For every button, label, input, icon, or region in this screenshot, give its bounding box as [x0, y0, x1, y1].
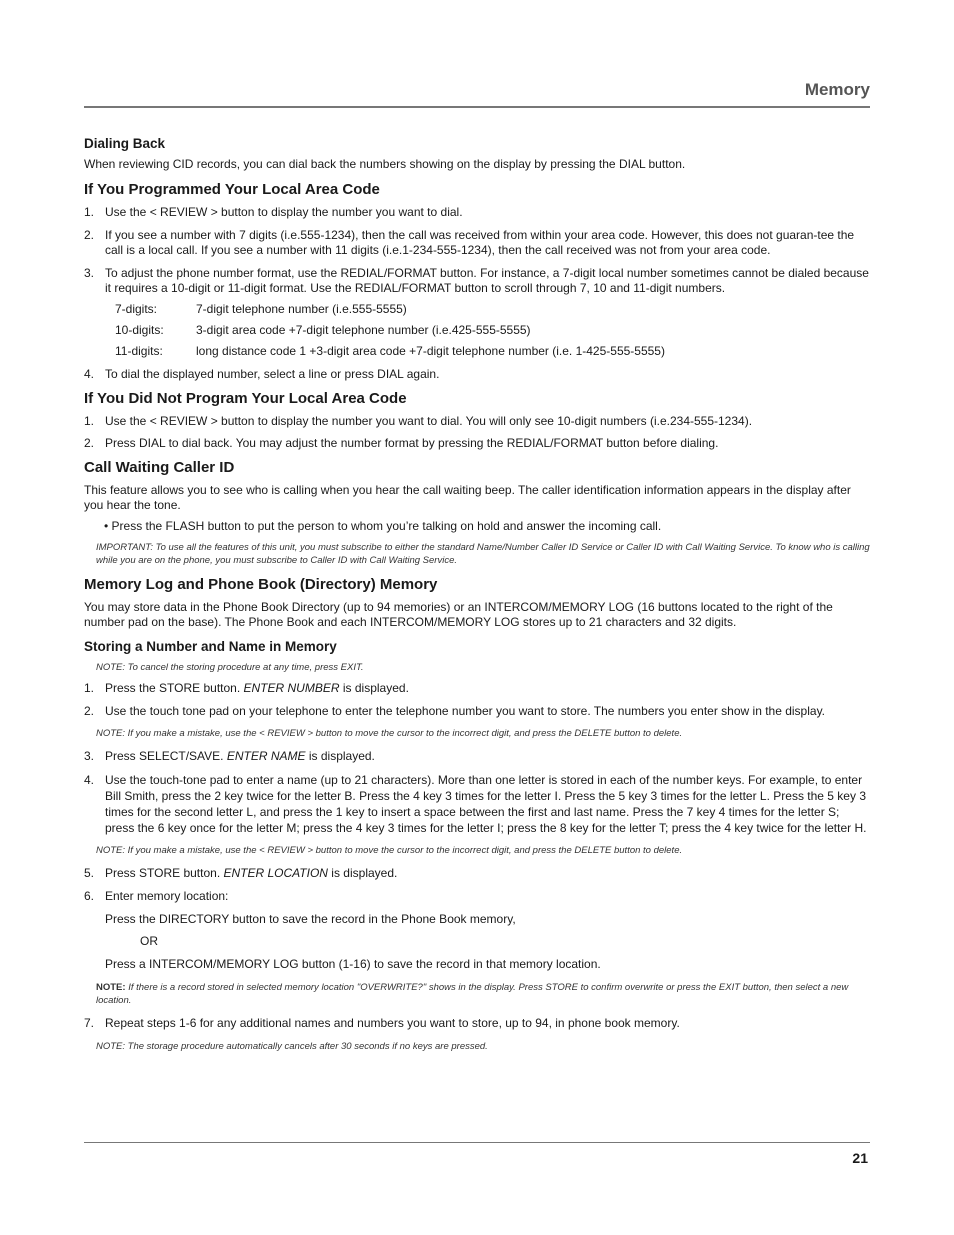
- list-item: 4. Use the touch-tone pad to enter a name (up to 21 characters). More than one letter is stored in each of the number keys. For example, to enter Bill Smith, press the 2 key twice for the letter B. Press the 4 key 3 times for the letter I. Press the 5 key 3 times for the letter L. Press the 5 key 3 times for the second letter L, and press the 1 key to insert a space between the first and last name. Press the 7 key 4 times for the letter S; press the 6 key once for the letter M; press the 4 key 3 times for the letter I; press the 8 key for the letter T; press the 4 key twice for the letter H.: [84, 773, 867, 835]
- note-overwrite: [84, 981, 870, 1007]
- call-waiting-text: This feature allows you to see who is calling when you hear the call waiting beep. The caller identification information appears in the display after you hear the tone.: [84, 483, 851, 512]
- list-item-text: Use the touch tone pad on your telephone to enter the telephone number you want to store. The numbers you enter show in the display.: [105, 704, 826, 718]
- step-emphasis: ENTER LOCATION: [223, 866, 328, 880]
- list-item: 2. If you see a number with 7 digits (i.e.555-1234), then the call was received from within your area code. However, this does not guaran-tee the call is a local call. If you see a number with 11 digits (i.e.1-234-555-1234), then the call received was not from your area code.: [84, 228, 855, 257]
- intercom-option: Press a INTERCOM/MEMORY LOG button (1-16) to save the record in that memory location.: [105, 957, 601, 971]
- list-item-text: Use the < REVIEW > button to display the number you want to dial.: [105, 205, 463, 219]
- dialing-back-heading: Dialing Back: [84, 136, 166, 151]
- not-programmed-heading: If You Did Not Program Your Local Area Code: [84, 390, 407, 407]
- step-text: is displayed.: [305, 749, 375, 763]
- step-emphasis: ENTER NUMBER: [243, 681, 340, 695]
- format-desc: long distance code 1 +3-digit area code +7-digit telephone number (i.e. 1-425-555-5555): [196, 344, 665, 358]
- step-text: is displayed.: [339, 681, 409, 695]
- note-auto-cancel: NOTE: The storage procedure automatically cancels after 30 seconds if no keys are pressed.: [96, 1041, 488, 1052]
- storing-heading: Storing a Number and Name in Memory: [84, 639, 337, 654]
- dialing-back-text: When reviewing CID records, you can dial back the numbers showing on the display by pressing the DIAL button.: [84, 157, 686, 171]
- note-label: NOTE:: [96, 982, 126, 993]
- or-text: OR: [140, 934, 158, 948]
- list-item-text: Use the touch-tone pad to enter a name (up to 21 characters). More than one letter is stored in each of the number keys. For example, to enter Bill Smith, press the 2 key twice for the letter B. Press the 4 key 3 times for the letter I. Press the 5 key 3 times for the letter L. Press the 5 key 3 times for the second letter L, and press the 1 key to insert a space between the first and last name. Press the 7 key 4 times for the letter S; press the 6 key once for the letter M; press the 4 key 3 times for the letter I; press the 8 key for the letter T; press the 4 key twice for the letter H.: [105, 773, 867, 835]
- step-text: is displayed.: [327, 866, 398, 880]
- list-item: 3. To adjust the phone number format, use the REDIAL/FORMAT button. For instance, a 7-digit local number sometimes cannot be dialed because it requires a 10-digit or 11-digit format. Use the REDIAL/FORMAT button to scroll through 7, 10 and 11-digit numbers.: [84, 266, 869, 295]
- list-item: 7. Repeat steps 1-6 for any additional names and numbers you want to store, up to 94, in phone book memory.: [84, 1016, 680, 1030]
- footer-divider: [84, 1142, 870, 1143]
- list-item-text: Enter memory location:: [105, 889, 229, 903]
- list-item-text: Repeat steps 1-6 for any additional names and numbers you want to store, up to 94, in phone book memory.: [105, 1016, 680, 1030]
- format-desc: 3-digit area code +7-digit telephone number (i.e.425-555-5555): [196, 323, 531, 337]
- step-text: Press STORE button.: [105, 866, 224, 880]
- step-text: Press the STORE button.: [105, 681, 244, 695]
- list-item: 1. Use the < REVIEW > button to display the number you want to dial.: [84, 205, 463, 219]
- note-mistake: NOTE: If you make a mistake, use the < REVIEW > button to move the cursor to the incorrect digit, and press the DELETE button to delete.: [96, 728, 683, 739]
- header-divider: [84, 106, 870, 108]
- bullet-item: • Press the FLASH button to put the person to whom you’re talking on hold and answer the incoming call.: [104, 519, 662, 533]
- list-item: 5. Press STORE button. ENTER LOCATION is displayed.: [84, 866, 398, 880]
- note-text: If there is a record stored in selected memory location "OVERWRITE?" shows in the display. Press STORE to confirm overwrite or press the EXIT button, then select a new location.: [96, 982, 849, 1006]
- list-item-text: Press DIAL to dial back. You may adjust the number format by pressing the REDIAL/FORMAT button before dialing.: [105, 436, 719, 450]
- programmed-heading: If You Programmed Your Local Area Code: [84, 181, 380, 198]
- list-item: 3. Press SELECT/SAVE. ENTER NAME is displayed.: [84, 749, 375, 763]
- format-row: [84, 323, 870, 338]
- page-content: [84, 135, 870, 1053]
- format-label: 10-digits:: [115, 323, 164, 337]
- format-desc: 7-digit telephone number (i.e.555-5555): [196, 302, 407, 316]
- important-note: IMPORTANT: To use all the features of this unit, you must subscribe to either the standard Name/Number Caller ID Service or Caller ID with Call Waiting Service. To know who is calling while you are on the phone, you must subscribe to Caller ID with Call Waiting Service.: [96, 542, 870, 566]
- list-item-text: To dial the displayed number, select a line or press DIAL again.: [105, 367, 440, 381]
- page-title: Memory: [804, 80, 870, 99]
- format-label: 7-digits:: [115, 302, 158, 316]
- list-item: 1. Press the STORE button. ENTER NUMBER is displayed.: [84, 681, 409, 695]
- list-item-text: If you see a number with 7 digits (i.e.555-1234), then the call was received from within your area code. However, this does not guaran-tee the call is a local call. If you see a number with 11 digits (i.e.1-234-555-1234), then the call received was not from your area code.: [105, 228, 855, 257]
- list-item: 2. Press DIAL to dial back. You may adjust the number format by pressing the REDIAL/FORMAT button before dialing.: [84, 436, 719, 450]
- page-number: 21: [852, 1150, 868, 1166]
- format-label: 11-digits:: [115, 344, 163, 358]
- list-item: 1. Use the < REVIEW > button to display the number you want to dial. You will only see 10-digit numbers (i.e.234-555-1234).: [84, 414, 753, 428]
- memory-log-text: You may store data in the Phone Book Directory (up to 94 memories) or an INTERCOM/MEMORY LOG (16 buttons located to the right of the number pad on the base). The Phone Book and each INTERCOM/MEMORY LOG stores up to 21 characters and 32 digits.: [84, 600, 833, 629]
- step-text: Press SELECT/SAVE.: [105, 749, 227, 763]
- format-row: [84, 302, 870, 317]
- note-cancel: NOTE: To cancel the storing procedure at any time, press EXIT.: [96, 662, 364, 673]
- directory-option: Press the DIRECTORY button to save the record in the Phone Book memory,: [105, 912, 516, 926]
- list-item-text: To adjust the phone number format, use the REDIAL/FORMAT button. For instance, a 7-digit local number sometimes cannot be dialed because it requires a 10-digit or 11-digit format. Use the REDIAL/FORMAT button to scroll through 7, 10 and 11-digit numbers.: [105, 266, 869, 295]
- note-mistake: NOTE: If you make a mistake, use the < REVIEW > button to move the cursor to the incorrect digit, and press the DELETE button to delete.: [96, 845, 683, 856]
- call-waiting-heading: Call Waiting Caller ID: [84, 459, 235, 476]
- list-item: 6. Enter memory location:: [84, 889, 229, 903]
- step-emphasis: ENTER NAME: [226, 749, 306, 763]
- format-row: [84, 344, 870, 359]
- list-item-text: Use the < REVIEW > button to display the number you want to dial. You will only see 10-digit numbers (i.e.234-555-1234).: [105, 414, 753, 428]
- memory-log-heading: Memory Log and Phone Book (Directory) Memory: [84, 576, 438, 593]
- list-item: 4. To dial the displayed number, select a line or press DIAL again.: [84, 367, 440, 381]
- list-item: 2. Use the touch tone pad on your telephone to enter the telephone number you want to store. The numbers you enter show in the display.: [84, 704, 826, 718]
